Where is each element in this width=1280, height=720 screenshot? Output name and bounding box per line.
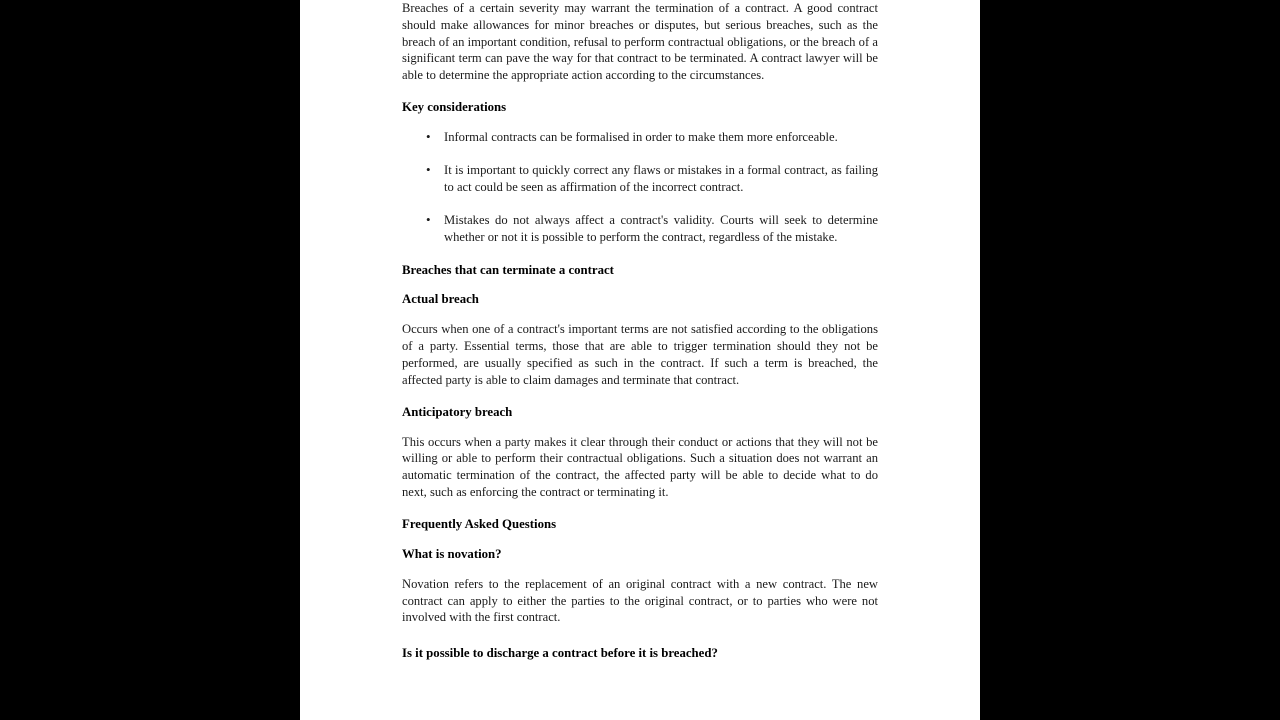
bullet-text: Informal contracts can be formalised in order to make them more enforceable. <box>444 129 838 144</box>
heading-breaches-that-can-terminate: Breaches that can terminate a contract <box>402 263 614 278</box>
bullet-point-icon: • <box>426 128 431 144</box>
bullet-text: Mistakes do not always affect a contract's validity. Courts will seek to determine whether or not it is possible to perform the contract, regardless of the mistake. <box>444 213 878 244</box>
heading-what-is-novation: What is novation? <box>402 546 502 561</box>
paragraph-breach-severity: Breaches of a certain severity may warrant the termination of a contract. A good contract should make allowances for minor breaches or disputes, but serious breaches, such as the breach of an important condition, refusal to perform contractual obligations, or the breach of a significant term can pave the way for that contract to be terminated. A contract lawyer will be able to determine the appropriate action according to the circumstances. <box>402 1 878 83</box>
document-page <box>300 0 980 720</box>
document-body <box>402 0 878 675</box>
heading-actual-breach: Actual breach <box>402 292 479 307</box>
bullet-correct-flaws <box>402 162 878 195</box>
bullet-point-icon: • <box>426 162 431 178</box>
key-considerations-list <box>402 129 878 246</box>
paragraph-actual-breach: Occurs when one of a contract's important terms are not satisfied according to the obligations of a party. Essential terms, those that are able to trigger termination should they not be performed, are usually specified as such in the contract. If such a term is breached, the affected party is able to claim damages and terminate that contract. <box>402 322 878 387</box>
heading-frequently-asked-questions: Frequently Asked Questions <box>402 516 557 531</box>
bullet-informal-contracts <box>402 129 878 146</box>
heading-key-considerations: Key considerations <box>402 99 507 114</box>
paragraph-novation: Novation refers to the replacement of an original contract with a new contract. The new contract can apply to either the parties to the original contract, or to parties who were not involved with the first contract. <box>402 576 878 625</box>
heading-discharge-before-breached: Is it possible to discharge a contract before it is breached? <box>402 646 718 661</box>
bullet-point-icon: • <box>426 212 431 228</box>
heading-anticipatory-breach: Anticipatory breach <box>402 404 513 419</box>
bullet-mistakes-validity <box>402 212 878 245</box>
paragraph-anticipatory-breach: This occurs when a party makes it clear through their conduct or actions that they will not be willing or able to perform their contractual obligations. Such a situation does not warrant an automatic termination of the contract, the affected party will be able to decide what to do next, such as enforcing the contract or terminating it. <box>402 434 878 500</box>
bullet-text: It is important to quickly correct any flaws or mistakes in a formal contract, as failing to act could be seen as affirmation of the incorrect contract. <box>444 163 878 194</box>
